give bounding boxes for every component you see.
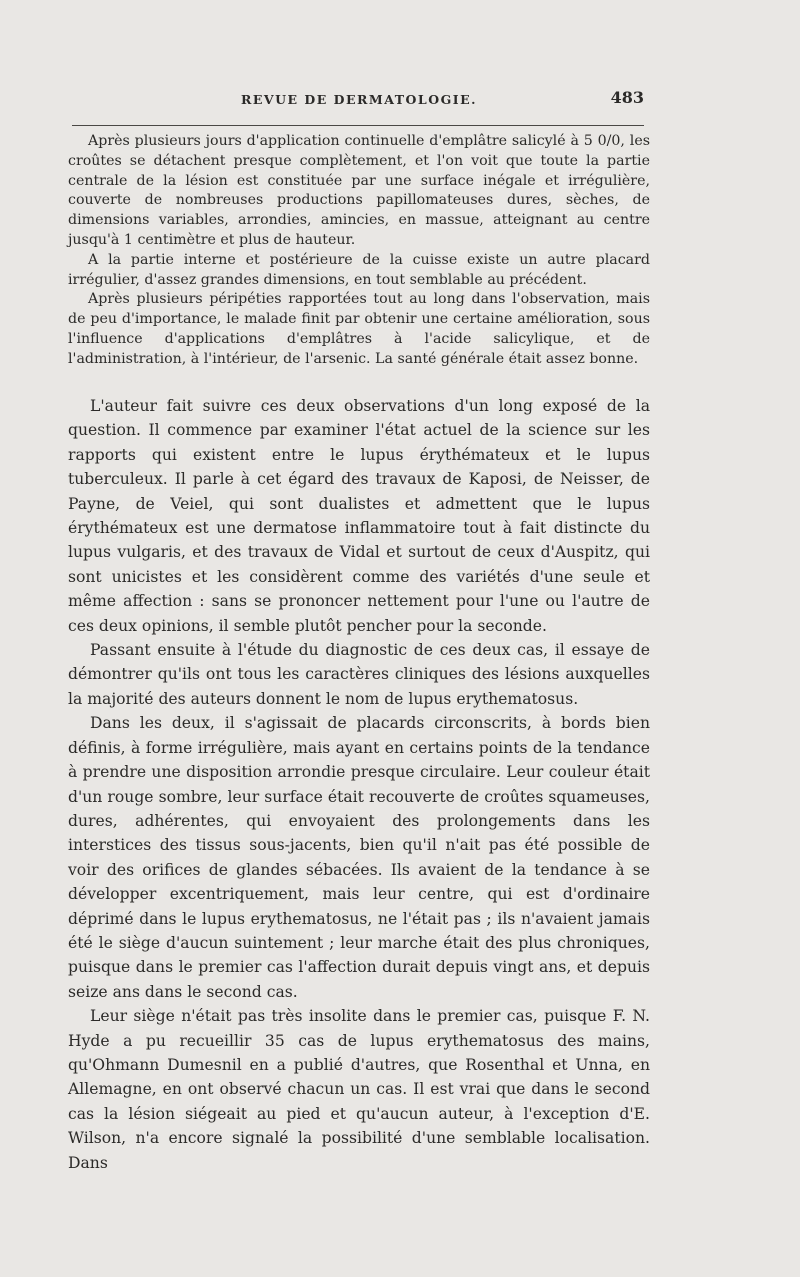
running-title: REVUE DE DERMATOLOGIE. <box>241 92 477 107</box>
body-paragraph: Passant ensuite à l'étude du diagnostic de ces deux cas, il essaye de démontrer qu'ils ont tous les caractères cliniques des lésions auxquelles la majorité des auteurs donnent le nom de lupus erythematosus. <box>68 641 650 708</box>
body-paragraph: Dans les deux, il s'agissait de placards circonscrits, à bords bien définis, à forme irrégulière, mais ayant en certains points de la tendance à prendre une disposition arrondie presque circulaire. Leur couleur était d'un rouge sombre, leur surface était recouverte de croûtes squameuses, dures, adhérentes, qui envoyaient des prolongements dans les interstices des tissus sous-jacents, bien qu'il n'ait pas été possible de voir des orifices de glandes sébacées. Ils avaient de la tendance à se développer excentriquement, mais leur centre, qui est d'ordinaire déprimé dans le lupus erythematosus, ne l'était pas ; ils n'avaient jamais été le siège d'aucun suintement ; leur marche était des plus chroniques, puisque dans le premier cas l'affection durait depuis vingt ans, et depuis seize ans dans le second cas. <box>68 714 650 1001</box>
observation-excerpt <box>68 132 650 370</box>
small-paragraph: Après plusieurs péripéties rapportées tout au long dans l'observation, mais de peu d'importance, le malade finit par obtenir une certaine amélioration, sous l'influence d'applications d'emplâtres à l'acide salicylique, et de l'administration, à l'intérieur, de l'arsenic. La santé générale était assez bonne. <box>68 291 650 367</box>
header-rule <box>72 125 644 126</box>
body-paragraph: L'auteur fait suivre ces deux observations d'un long exposé de la question. Il commence par examiner l'état actuel de la science sur les rapports qui existent entre le lupus érythémateux et le lupus tuberculeux. Il parle à cet égard des travaux de Kaposi, de Neisser, de Payne, de Veiel, qui sont dualistes et admettent que le lupus érythémateux est une dermatose inflammatoire tout à fait distincte du lupus vulgaris, et des travaux de Vidal et surtout de ceux d'Auspitz, qui sont unicistes et les considèrent comme des variétés d'une seule et même affection : sans se prononcer nettement pour l'une ou l'autre de ces deux opinions, il semble plutôt pencher pour la seconde. <box>68 397 650 635</box>
body-paragraph: Leur siège n'était pas très insolite dans le premier cas, puisque F. N. Hyde a pu recueillir 35 cas de lupus erythematosus des mains, qu'Ohmann Dumesnil en a publié d'autres, que Rosenthal et Unna, en Allemagne, en ont observé chacun un cas. Il est vrai que dans le second cas la lésion siégeait au pied et qu'aucun auteur, à l'exception d'E. Wilson, n'a encore signalé la possibilité d'une semblable localisation. Dans <box>68 1007 650 1172</box>
page-header <box>68 88 650 110</box>
page-number: 483 <box>610 88 644 107</box>
small-paragraph: Après plusieurs jours d'application continuelle d'emplâtre salicylé à 5 0/0, les croûtes se détachent presque complètement, et l'on voit que toute la partie centrale de la lésion est constituée par une surface inégale et irrégulière, couverte de nombreuses productions papillomateuses dures, sèches, de dimensions variables, arrondies, amincies, en massue, atteignant au centre jusqu'à 1 centimètre et plus de hauteur. <box>68 133 650 248</box>
small-paragraph: A la partie interne et postérieure de la cuisse existe un autre placard irrégulier, d'assez grandes dimensions, en tout semblable au précédent. <box>68 251 650 288</box>
main-text <box>68 394 650 1175</box>
